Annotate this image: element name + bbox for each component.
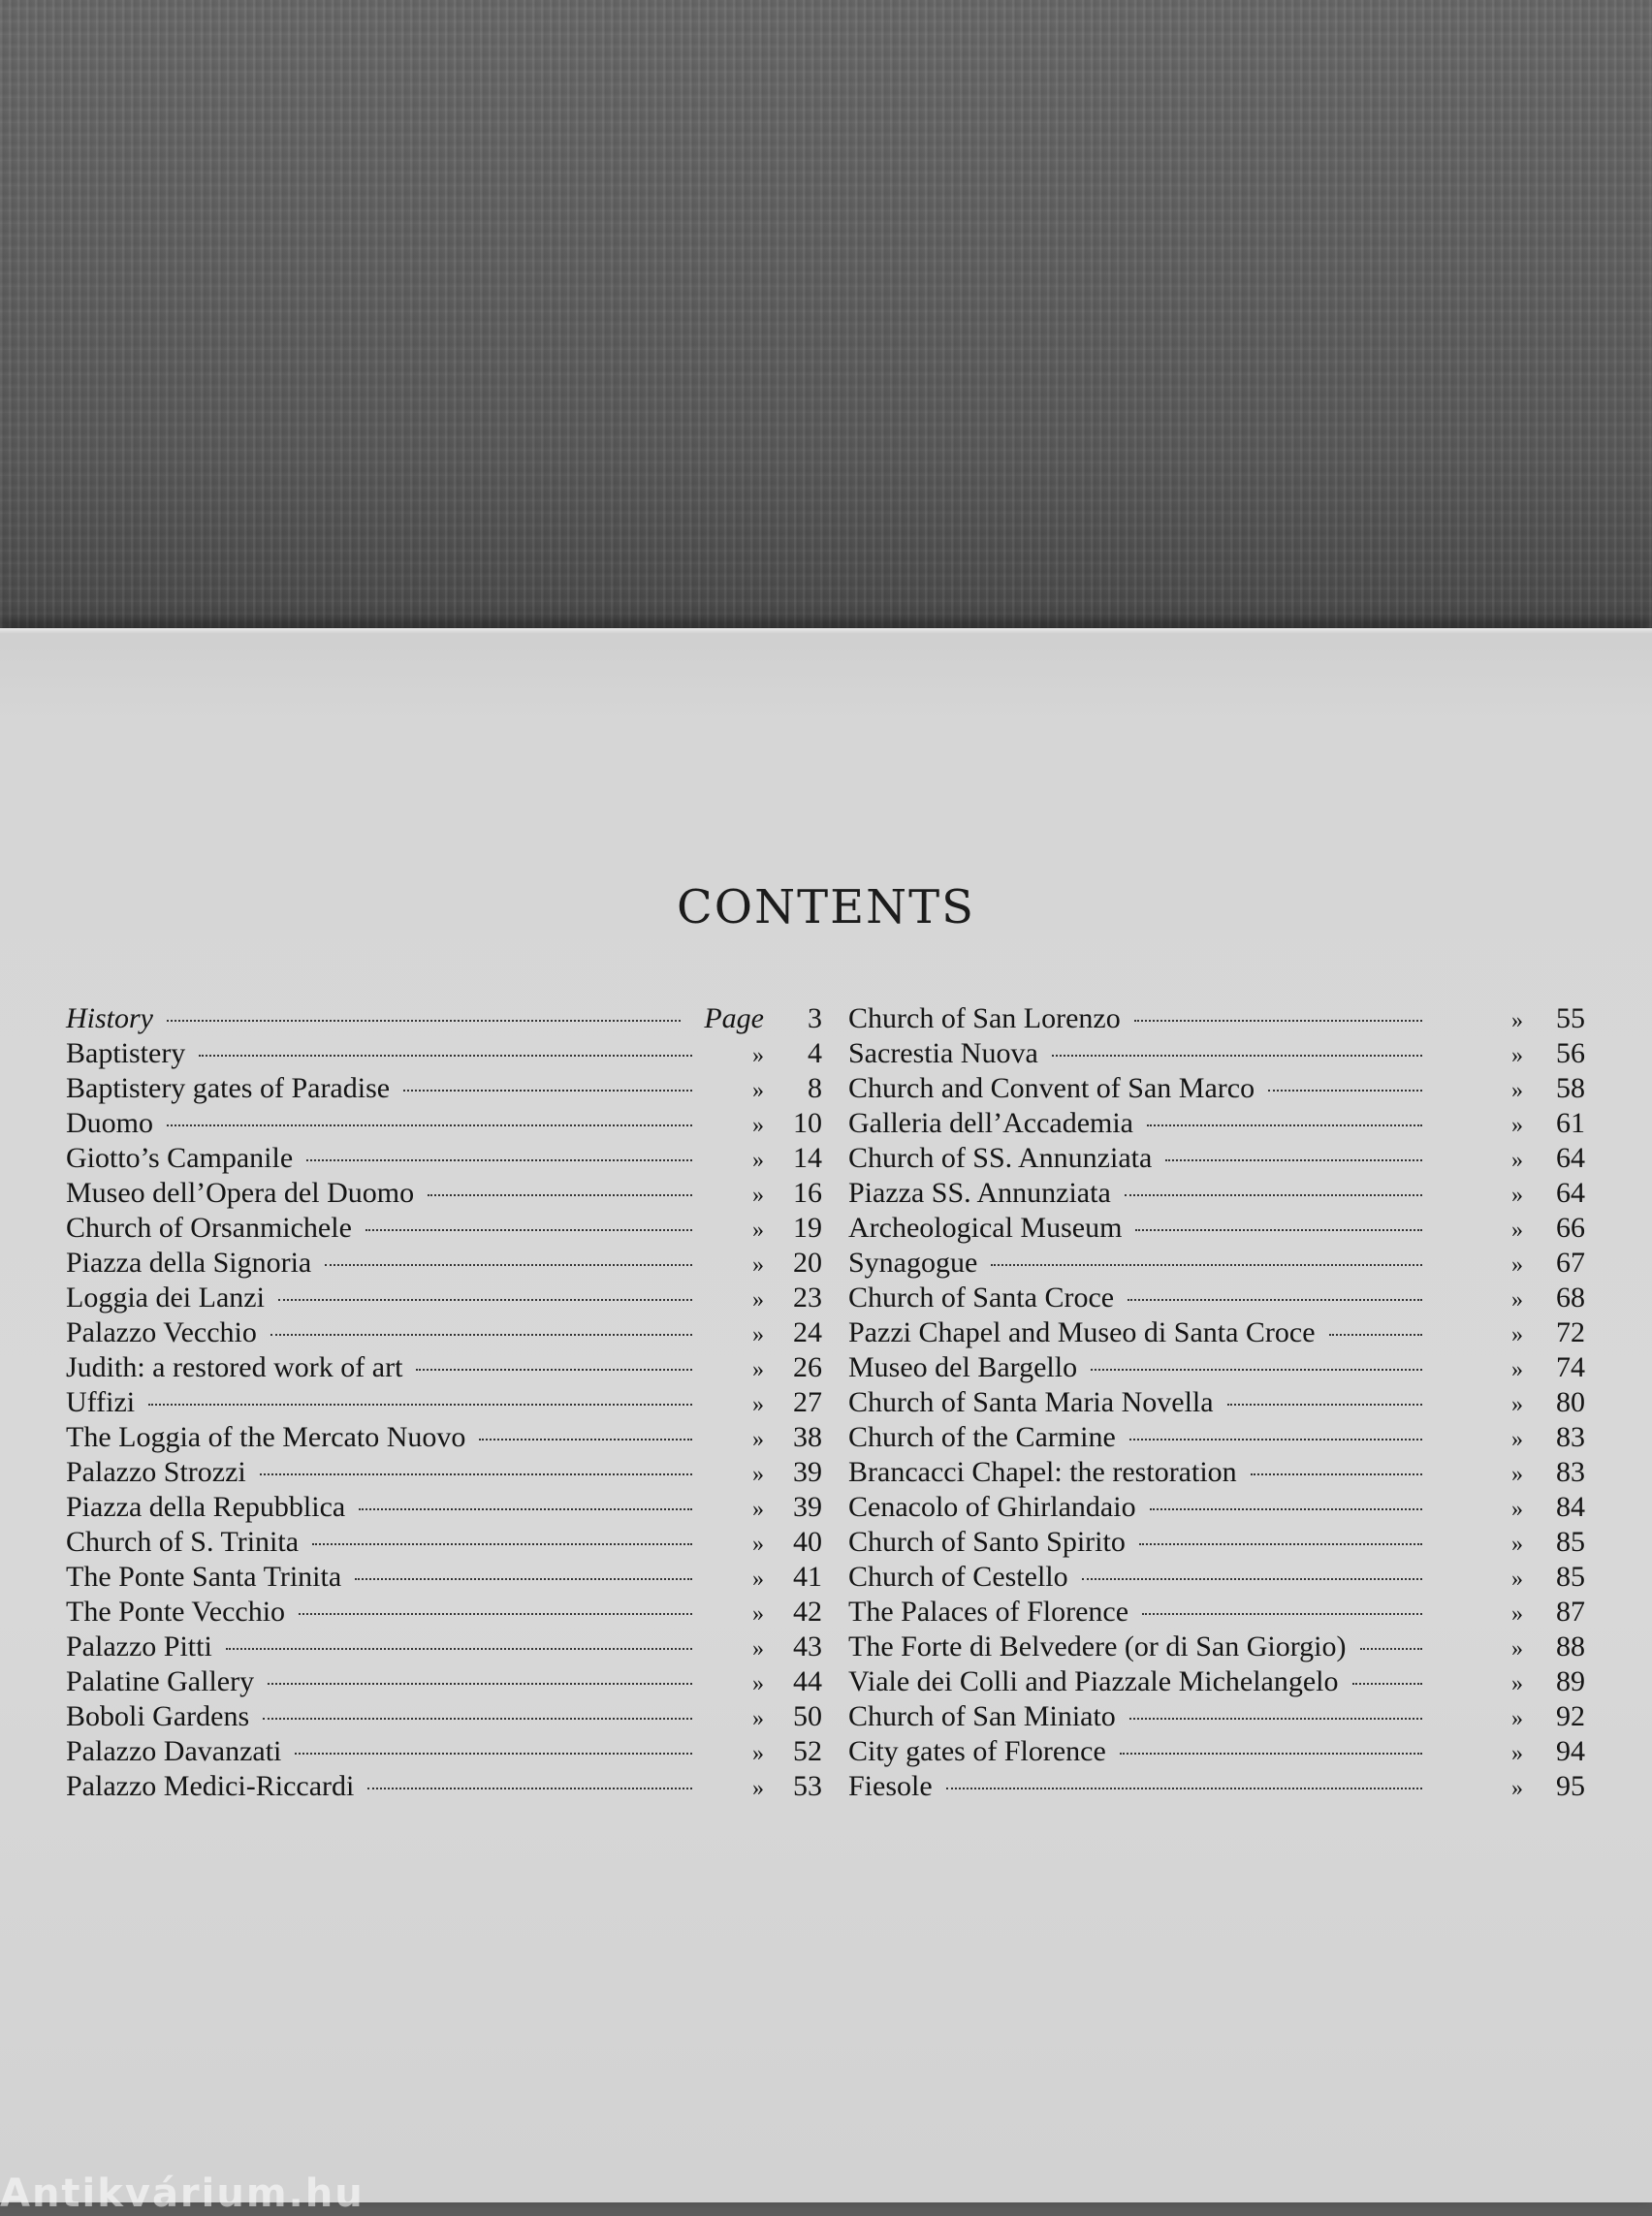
toc-entry-title: Church of the Carmine (848, 1421, 1116, 1453)
dot-leader (268, 1683, 692, 1685)
dot-leader (428, 1194, 692, 1196)
toc-entry-title: Baptistery (66, 1037, 186, 1069)
dot-leader (270, 1334, 692, 1336)
toc-entry-marker: Page (704, 1002, 764, 1034)
toc-entry (848, 1142, 1585, 1177)
dot-leader (1150, 1508, 1422, 1510)
toc-entry-title: Piazza della Signoria (66, 1247, 312, 1279)
dot-leader (1082, 1578, 1422, 1580)
toc-entry-title: The Ponte Santa Trinita (66, 1561, 342, 1593)
dot-leader (306, 1159, 692, 1161)
toc-entry-title: Archeological Museum (848, 1212, 1123, 1244)
toc-entry (848, 1491, 1585, 1526)
toc-entry (66, 1630, 822, 1665)
toc-entry-marker: » (1511, 1322, 1523, 1347)
toc-entry-page-number: 8 (808, 1072, 822, 1104)
toc-entry (66, 1351, 822, 1386)
toc-entry-page-number: 19 (793, 1212, 822, 1244)
toc-entry-title: Synagogue (848, 1247, 978, 1279)
toc-entry-title: The Ponte Vecchio (66, 1596, 286, 1628)
toc-entry-marker: » (752, 1532, 764, 1557)
toc-entry (66, 1526, 822, 1561)
dot-leader (1135, 1229, 1422, 1231)
toc-entry (848, 1421, 1585, 1456)
table-surface-background (0, 0, 1652, 640)
dot-leader (359, 1508, 692, 1510)
toc-entry-title: Palazzo Medici-Riccardi (66, 1770, 355, 1802)
toc-entry-page-number: 3 (808, 1002, 822, 1034)
dot-leader (1052, 1055, 1422, 1057)
dot-leader (365, 1229, 692, 1231)
toc-entry (848, 1212, 1585, 1247)
toc-entry-title: Baptistery gates of Paradise (66, 1072, 391, 1104)
page-edge (0, 628, 1652, 634)
toc-entry-page-number: 95 (1556, 1770, 1585, 1802)
toc-entry-marker: » (1511, 1113, 1523, 1138)
toc-entry-title: Church of San Lorenzo (848, 1002, 1121, 1034)
toc-entry-marker: » (1511, 1601, 1523, 1627)
toc-entry-page-number: 74 (1556, 1351, 1585, 1383)
dot-leader (403, 1090, 692, 1092)
toc-entry-page-number: 83 (1556, 1456, 1585, 1488)
toc-entry-marker: » (752, 1287, 764, 1313)
toc-entry (66, 1316, 822, 1351)
dot-leader (1142, 1613, 1422, 1615)
toc-entry (848, 1072, 1585, 1107)
toc-entry (848, 1770, 1585, 1805)
toc-entry (848, 1700, 1585, 1735)
toc-entry-title: City gates of Florence (848, 1735, 1106, 1767)
dot-leader (1165, 1159, 1422, 1161)
toc-entry-page-number: 26 (793, 1351, 822, 1383)
dot-leader (1268, 1090, 1422, 1092)
toc-entry-title: Church of San Miniato (848, 1700, 1116, 1732)
toc-entry-page-number: 85 (1556, 1526, 1585, 1558)
dot-leader (1227, 1404, 1422, 1406)
dot-leader (148, 1404, 692, 1406)
toc-entry-marker: » (752, 1601, 764, 1627)
toc-entry-marker: » (752, 1148, 764, 1173)
toc-entry-marker: » (1511, 1043, 1523, 1068)
toc-entry-marker: » (752, 1671, 764, 1696)
toc-entry-marker: » (752, 1322, 764, 1347)
toc-entry-marker: » (1511, 1671, 1523, 1696)
toc-entry-marker: » (1511, 1287, 1523, 1313)
toc-entry-page-number: 44 (793, 1665, 822, 1697)
toc-entry-title: Piazza della Repubblica (66, 1491, 346, 1523)
toc-entry-title: Giotto’s Campanile (66, 1142, 294, 1174)
toc-entry-title: Pazzi Chapel and Museo di Santa Croce (848, 1316, 1316, 1348)
dot-leader (1329, 1334, 1422, 1336)
toc-entry-page-number: 80 (1556, 1386, 1585, 1418)
toc-entry-title: Judith: a restored work of art (66, 1351, 403, 1383)
dot-leader (355, 1578, 692, 1580)
toc-entry-page-number: 53 (793, 1770, 822, 1802)
dot-leader (299, 1613, 692, 1615)
toc-entry-title: Sacrestia Nuova (848, 1037, 1038, 1069)
toc-entry (848, 1002, 1585, 1037)
toc-entry-marker: » (752, 1392, 764, 1417)
toc-entry (848, 1630, 1585, 1665)
toc-entry-page-number: 41 (793, 1561, 822, 1593)
toc-entry-title: Museo dell’Opera del Duomo (66, 1177, 415, 1209)
toc-entry-page-number: 20 (793, 1247, 822, 1279)
toc-entry-title: Piazza SS. Annunziata (848, 1177, 1111, 1209)
dot-leader (1120, 1753, 1422, 1755)
toc-entry (66, 1561, 822, 1596)
toc-entry-marker: » (1511, 1357, 1523, 1382)
toc-entry-title: Church of Santa Maria Novella (848, 1386, 1214, 1418)
toc-entry-page-number: 43 (793, 1630, 822, 1662)
toc-entry (66, 1282, 822, 1316)
dot-leader (226, 1648, 692, 1650)
book-page (0, 628, 1652, 2216)
toc-entry (66, 1107, 822, 1142)
toc-entry-marker: » (1511, 1462, 1523, 1487)
toc-entry (848, 1037, 1585, 1072)
toc-entry (66, 1456, 822, 1491)
toc-entry-page-number: 72 (1556, 1316, 1585, 1348)
dot-leader (1251, 1473, 1422, 1475)
toc-entry (66, 1665, 822, 1700)
dot-leader (1091, 1369, 1422, 1371)
toc-entry-page-number: 92 (1556, 1700, 1585, 1732)
toc-entry (66, 1142, 822, 1177)
toc-entry (848, 1526, 1585, 1561)
dot-leader (199, 1055, 692, 1057)
dot-leader (1129, 1439, 1422, 1440)
toc-entry-marker: » (1511, 1497, 1523, 1522)
toc-entry-page-number: 64 (1556, 1177, 1585, 1209)
toc-entry-title: Palatine Gallery (66, 1665, 255, 1697)
toc-entry-marker: » (752, 1636, 764, 1662)
toc-entry-page-number: 88 (1556, 1630, 1585, 1662)
toc-entry-page-number: 14 (793, 1142, 822, 1174)
dot-leader (1134, 1020, 1422, 1022)
dot-leader (167, 1124, 692, 1126)
toc-entry (66, 1491, 822, 1526)
toc-entry-title: Palazzo Vecchio (66, 1316, 257, 1348)
toc-entry (66, 1735, 822, 1770)
dot-leader (278, 1299, 692, 1301)
dot-leader (416, 1369, 692, 1371)
toc-entry-marker: » (1511, 1532, 1523, 1557)
toc-entry-marker: » (752, 1357, 764, 1382)
toc-entry-title: Palazzo Strozzi (66, 1456, 246, 1488)
toc-entry (66, 1002, 822, 1037)
page-title: CONTENTS (676, 880, 976, 934)
toc-entry-page-number: 52 (793, 1735, 822, 1767)
toc-entry (848, 1665, 1585, 1700)
toc-entry (66, 1072, 822, 1107)
toc-entry-page-number: 38 (793, 1421, 822, 1453)
toc-entry-marker: » (1511, 1776, 1523, 1801)
toc-entry-title: The Loggia of the Mercato Nuovo (66, 1421, 466, 1453)
toc-entry-marker: » (1511, 1252, 1523, 1278)
toc-entry-page-number: 39 (793, 1456, 822, 1488)
contents-right-column (848, 1002, 1585, 1805)
toc-entry-page-number: 94 (1556, 1735, 1585, 1767)
toc-entry (848, 1561, 1585, 1596)
toc-entry-page-number: 87 (1556, 1596, 1585, 1628)
toc-entry-title: Church of Orsanmichele (66, 1212, 352, 1244)
toc-entry-title: Loggia dei Lanzi (66, 1282, 265, 1314)
toc-entry-title: Palazzo Pitti (66, 1630, 212, 1662)
toc-entry-title: The Palaces of Florence (848, 1596, 1129, 1628)
toc-entry-title: Church of S. Trinita (66, 1526, 300, 1558)
toc-entry-marker: » (752, 1497, 764, 1522)
toc-entry-title: Duomo (66, 1107, 153, 1139)
toc-entry-marker: » (1511, 1741, 1523, 1766)
toc-entry-title: Church of Santa Croce (848, 1282, 1115, 1314)
toc-entry-page-number: 42 (793, 1596, 822, 1628)
dot-leader (325, 1264, 692, 1266)
toc-entry-marker: » (752, 1218, 764, 1243)
toc-entry-marker: » (1511, 1706, 1523, 1731)
toc-entry-title: Cenacolo of Ghirlandaio (848, 1491, 1136, 1523)
toc-entry-marker: » (1511, 1183, 1523, 1208)
toc-entry-page-number: 67 (1556, 1247, 1585, 1279)
dot-leader (260, 1473, 692, 1475)
watermark-text: Antikvárium.hu (0, 2171, 365, 2216)
toc-entry-marker: » (752, 1252, 764, 1278)
toc-entry-title: History (66, 1002, 153, 1034)
toc-entry-page-number: 4 (808, 1037, 822, 1069)
toc-entry (66, 1247, 822, 1282)
toc-entry-page-number: 56 (1556, 1037, 1585, 1069)
toc-entry (848, 1247, 1585, 1282)
dot-leader (1129, 1718, 1422, 1720)
toc-entry (66, 1212, 822, 1247)
toc-entry-page-number: 23 (793, 1282, 822, 1314)
toc-entry-page-number: 39 (793, 1491, 822, 1523)
toc-entry-page-number: 55 (1556, 1002, 1585, 1034)
dot-leader (1125, 1194, 1422, 1196)
toc-entry-page-number: 58 (1556, 1072, 1585, 1104)
toc-entry-title: Church and Convent of San Marco (848, 1072, 1255, 1104)
toc-entry (66, 1037, 822, 1072)
toc-entry-marker: » (752, 1078, 764, 1103)
toc-entry-page-number: 61 (1556, 1107, 1585, 1139)
toc-entry-marker: » (1511, 1636, 1523, 1662)
toc-entry-title: Church of Santo Spirito (848, 1526, 1126, 1558)
toc-entry-marker: » (1511, 1392, 1523, 1417)
toc-entry-page-number: 68 (1556, 1282, 1585, 1314)
toc-entry (66, 1421, 822, 1456)
toc-entry-marker: » (752, 1183, 764, 1208)
toc-entry-marker: » (752, 1113, 764, 1138)
toc-entry (848, 1735, 1585, 1770)
dot-leader (367, 1788, 692, 1789)
dot-leader (1360, 1648, 1423, 1650)
toc-entry (848, 1107, 1585, 1142)
toc-entry-title: Brancacci Chapel: the restoration (848, 1456, 1237, 1488)
toc-entry (848, 1351, 1585, 1386)
dot-leader (1139, 1543, 1422, 1545)
dot-leader (263, 1718, 692, 1720)
toc-entry (66, 1386, 822, 1421)
toc-entry-page-number: 24 (793, 1316, 822, 1348)
contents-left-column (66, 1002, 822, 1805)
toc-entry (848, 1177, 1585, 1212)
toc-entry-marker: » (752, 1427, 764, 1452)
toc-entry (848, 1316, 1585, 1351)
toc-entry-page-number: 64 (1556, 1142, 1585, 1174)
toc-entry-title: Uffizi (66, 1386, 136, 1418)
toc-entry-page-number: 84 (1556, 1491, 1585, 1523)
toc-entry-marker: » (1511, 1567, 1523, 1592)
toc-entry-page-number: 66 (1556, 1212, 1585, 1244)
dot-leader (1128, 1299, 1422, 1301)
toc-entry (848, 1596, 1585, 1630)
toc-entry-title: Galleria dell’Accademia (848, 1107, 1133, 1139)
dot-leader (1147, 1124, 1422, 1126)
toc-entry (66, 1596, 822, 1630)
toc-entry-title: Boboli Gardens (66, 1700, 250, 1732)
toc-entry-marker: » (752, 1741, 764, 1766)
toc-entry-page-number: 27 (793, 1386, 822, 1418)
toc-entry-title: Palazzo Davanzati (66, 1735, 282, 1767)
toc-entry-page-number: 50 (793, 1700, 822, 1732)
toc-entry (848, 1282, 1585, 1316)
toc-entry (66, 1770, 822, 1805)
toc-entry-title: Church of SS. Annunziata (848, 1142, 1153, 1174)
toc-entry-page-number: 16 (793, 1177, 822, 1209)
toc-entry-marker: » (1511, 1148, 1523, 1173)
toc-entry-page-number: 85 (1556, 1561, 1585, 1593)
toc-entry-marker: » (752, 1043, 764, 1068)
dot-leader (946, 1788, 1422, 1789)
dot-leader (1352, 1683, 1422, 1685)
toc-entry-title: The Forte di Belvedere (or di San Giorgio) (848, 1630, 1347, 1662)
toc-entry-marker: » (1511, 1218, 1523, 1243)
toc-entry-title: Fiesole (848, 1770, 933, 1802)
toc-entry-title: Viale dei Colli and Piazzale Michelangelo (848, 1665, 1339, 1697)
toc-entry-page-number: 89 (1556, 1665, 1585, 1697)
toc-entry (848, 1456, 1585, 1491)
toc-entry-page-number: 83 (1556, 1421, 1585, 1453)
toc-entry-title: Church of Cestello (848, 1561, 1068, 1593)
dot-leader (479, 1439, 692, 1440)
toc-entry-title: Museo del Bargello (848, 1351, 1078, 1383)
toc-entry-marker: » (1511, 1078, 1523, 1103)
toc-entry-marker: » (752, 1462, 764, 1487)
toc-entry (848, 1386, 1585, 1421)
toc-entry-marker: » (752, 1567, 764, 1592)
dot-leader (167, 1020, 681, 1022)
dot-leader (991, 1264, 1422, 1266)
toc-entry (66, 1700, 822, 1735)
dot-leader (295, 1753, 692, 1755)
toc-entry (66, 1177, 822, 1212)
toc-entry-marker: » (1511, 1427, 1523, 1452)
toc-entry-marker: » (752, 1706, 764, 1731)
toc-entry-page-number: 10 (793, 1107, 822, 1139)
toc-entry-marker: » (1511, 1008, 1523, 1033)
dot-leader (312, 1543, 692, 1545)
toc-entry-marker: » (752, 1776, 764, 1801)
toc-entry-page-number: 40 (793, 1526, 822, 1558)
